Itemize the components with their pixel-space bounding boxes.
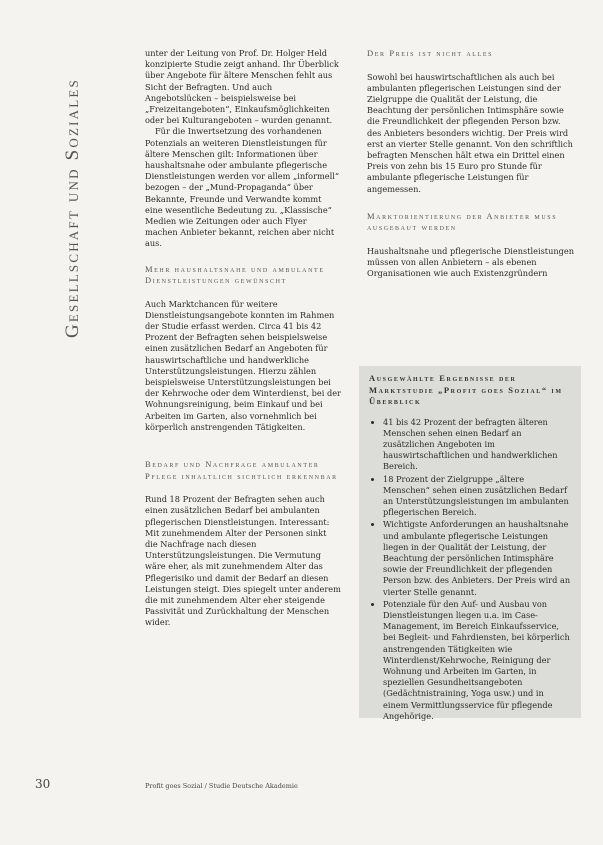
list-item: • Potenziale für den Auf- und Ausbau von Dienstleistungen liegen u.a. im Case-Management, im Bereich Einkaufsservice, bei Begleit- und Fahrdiensten, bei körperlich anstrengenden Tätigkeiten wie Winterdienst/Kehrwoche, Reinigung der Wohnung und Arbeiten im Garten, in speziellen Gesundheitsangeboten (Gedächtnistraining, Yoga usw.) und in einem Vermittlungsservice für pflegende Angehörige. — [383, 599, 571, 722]
left-column — [145, 48, 341, 629]
section-heading: Mehr haushaltsnahe und ambulante Dienstleistungen gewünscht — [145, 263, 325, 286]
paragraph: Auch Marktchancen für weitere Dienstleistungsangebote konnten im Rahmen der Studie erfasst werden. Circa 41 bis 42 Prozent der Befragten sehen beispielsweise einen zusätzlichen Bedarf an Angeboten für hauswirtschaftliche und handwerkliche Unterstützungsleistungen. Hierzu zählen beispielsweise Unterstützungsleistungen bei der Kehrwoche oder dem Winterdienst, bei der Wohnungsreinigung, beim Einkauf und bei Arbeiten im Garten, also vornehmlich bei körperlich anstrengenden Tätigkeiten. — [145, 298, 341, 432]
paragraph: unter der Leitung von Prof. Dr. Holger Held konzipierte Studie zeigt anhand. Ihr Überblick über Angebote für ältere Menschen fehlt aus Sicht der Befragten. Und auch Angebotslücken – beispielsweise bei „Freizeitangeboten“, Einkaufsmöglichkeiten oder bei Kulturangeboten – wurden genannt. — [145, 48, 339, 126]
page-number: 30 — [35, 777, 51, 791]
section-heading: Der Preis ist nicht alles — [367, 48, 494, 58]
results-box — [359, 366, 581, 721]
paragraph: Rund 18 Prozent der Befragten sehen auch einen zusätzlichen Bedarf bei ambulanten pflegerischen Dienstleistungen. Interessant: Mit zunehmendem Alter der Personen sinkt die Nachfrage nach diesen Unterstützungsleistungen. Die Vermutung wäre eher, als mit zunehmendem Alter das Pflegerisiko und damit der Bedarf an diesen Leistungen steigt. Dies spiegelt unter anderem die mit zunehmendem Alter eher steigende Passivität und Zurückhaltung der Menschen wider. — [145, 494, 341, 628]
page-footer — [0, 777, 603, 794]
section-heading: Bedarf und Nachfrage ambulanter Pflege inhaltlich sichtlich erkennbar — [145, 459, 338, 481]
paragraph: Für die Inwertsetzung des vorhandenen Potenzials an weiteren Dienstleistungen für ältere Menschen gilt: Informationen über haushaltsnahe oder ambulante pflegerische Dienstleistungen werden vor allem „informell“ bezogen – der „Mund-Propaganda“ über Bekannte, Freunde und Verwandte kommt eine wesentliche Bedeutung zu. „Klassische“ Medien wie Zeitungen oder auch Flyer machen Anbieter bekannt, reichen aber nicht aus. — [145, 126, 340, 249]
results-list — [369, 417, 571, 722]
list-item: • Wichtigste Anforderungen an haushaltsnahe und ambulante pflegerische Leistungen liegen in der Qualität der Leistung, der Beachtung der persönlichen Intimsphäre sowie der Freundlichkeit der pflegenden Person bzw. des Anbieters. Der Preis wird an vierter Stelle genannt. — [383, 519, 571, 597]
paragraph: Sowohl bei hauswirtschaftlichen als auch bei ambulanten pflegerischen Leistungen sind der Zielgruppe die Qualität der Leistung, die Beachtung der persönlichen Intimsphäre sowie die Freundlichkeit der pflegenden Person bzw. des Anbieters besonders wichtig. Der Preis wird erst an vierter Stelle genannt. Von den schriftlich befragten Menschen hält etwa ein Drittel einen Preis von zehn bis 15 Euro pro Stunde für ambulante pflegerische Leistungen für angemessen. — [367, 71, 573, 194]
footer-note: Profit goes Sozial / Studie Deutsche Akademie — [145, 782, 298, 790]
list-item: • 18 Prozent der Zielgruppe „ältere Menschen“ sehen einen zusätzlichen Bedarf an Unterstützungsleistungen im ambulanten pflegerischen Bereich. — [383, 474, 571, 519]
section-title: Gesellschaft und Soziales — [62, 78, 83, 338]
paragraph: Haushaltsnahe und pflegerische Dienstleistungen müssen von allen Anbietern – als ebenen Organisationen wie auch Existenzgründern — [367, 245, 574, 279]
section-heading: Marktorientierung der Anbieter muss ausgebaut werden — [367, 210, 558, 233]
right-column — [367, 48, 575, 279]
list-item: • 41 bis 42 Prozent der befragten älteren Menschen sehen einen Bedarf an zusätzlichen Angeboten im hauswirtschaftlichen und handwerklichen Bereich. — [383, 417, 571, 473]
box-title: Ausgewählte Ergebnisse der Marktstudie „Profit goes Sozial“ im Überblick — [369, 373, 563, 406]
